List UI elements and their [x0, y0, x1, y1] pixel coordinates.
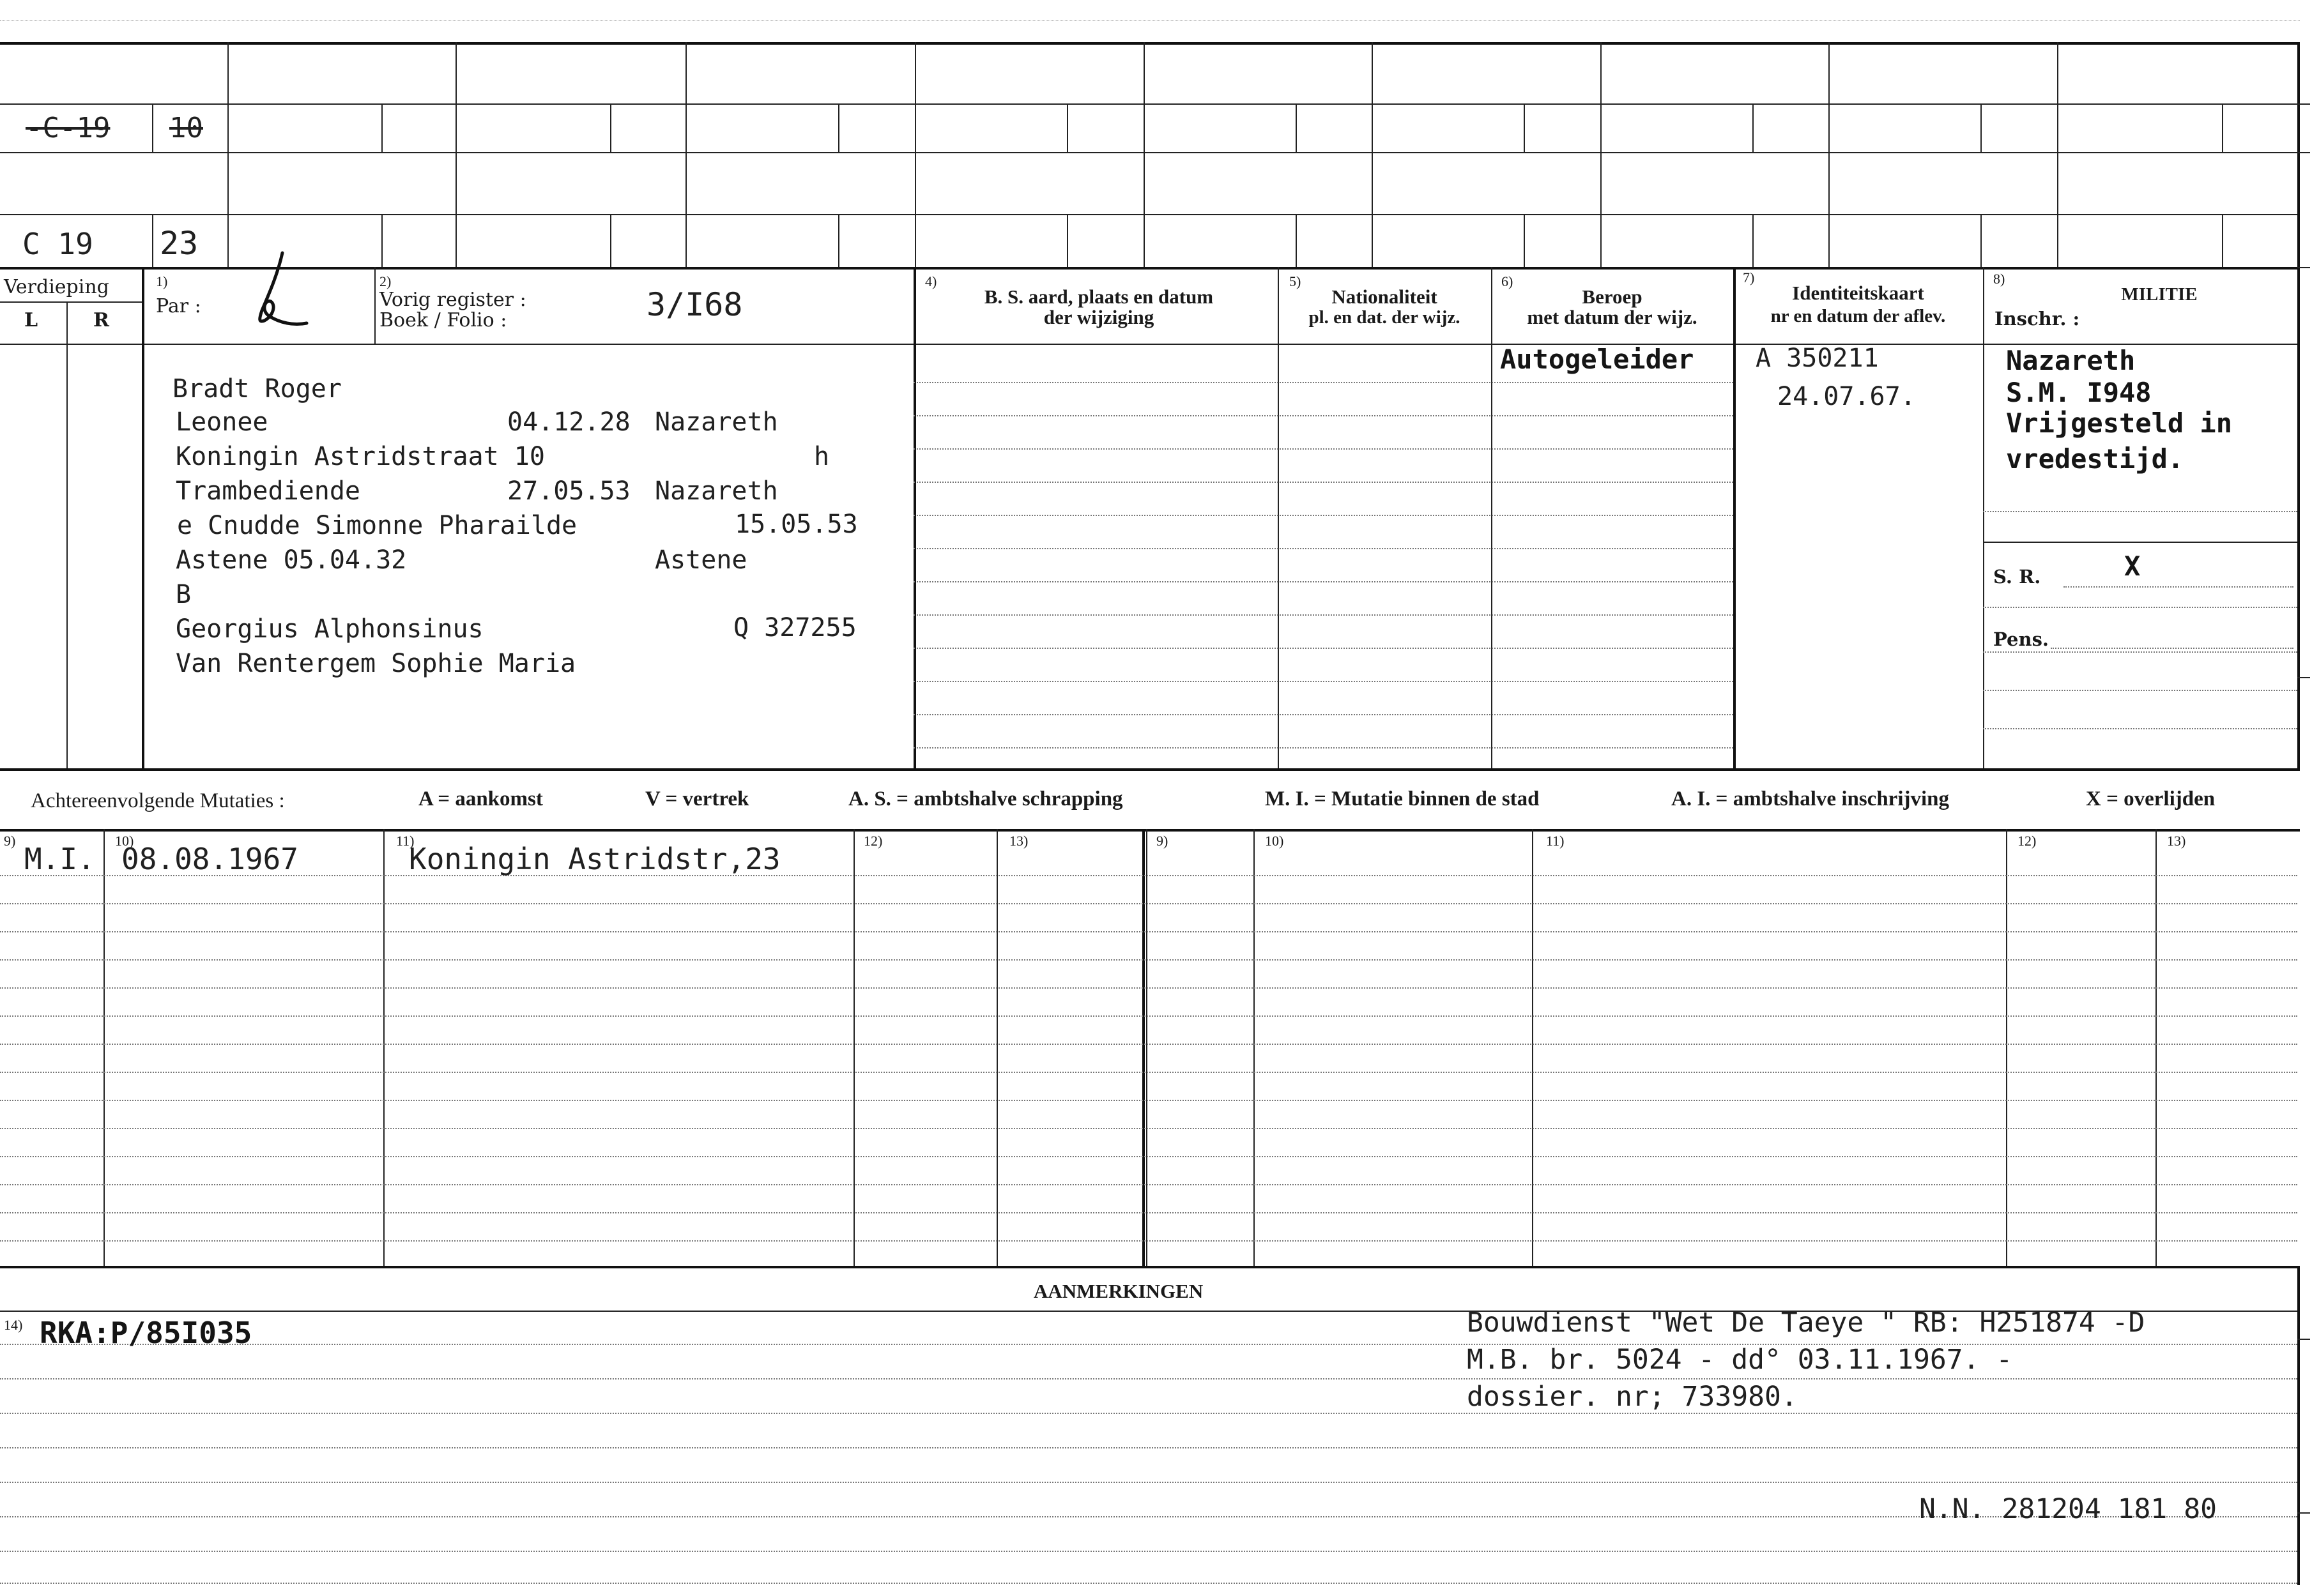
beroep-header-line1: Beroep	[1582, 285, 1642, 308]
mut-col-11: 11)	[396, 833, 415, 849]
person-father: Georgius Alphonsinus	[176, 614, 484, 644]
par-label: Par :	[156, 295, 201, 317]
militie-sm: S.M. I948	[2006, 377, 2152, 408]
spouse-birth: Astene 05.04.32	[176, 545, 407, 575]
person-name: Bradt Roger	[172, 374, 342, 404]
col8-number: 8)	[1993, 271, 2005, 287]
mut-col-12b: 12)	[2017, 833, 2037, 849]
person-occupation: Trambediende	[176, 476, 360, 506]
nat-header-line1: Nationaliteit	[1331, 285, 1437, 308]
militie-header: MILITIE	[2121, 284, 2198, 305]
person-firstname: Leonee	[176, 407, 268, 437]
mut-col-13b: 13)	[2167, 833, 2186, 849]
col7-number: 7)	[1743, 270, 1755, 285]
col4-number: 4)	[925, 273, 937, 289]
floor-l-label: L	[24, 309, 38, 331]
beroep-header-line2: met datum der wijz.	[1527, 306, 1697, 328]
mut-col-11b: 11)	[1546, 833, 1565, 849]
marriage-date: 27.05.53	[507, 476, 631, 506]
mut-col-10: 10)	[115, 833, 134, 849]
mut-col-12: 12)	[864, 833, 883, 849]
pens-label: Pens.	[1993, 628, 2049, 650]
mutation-type: M.I.	[24, 842, 95, 876]
vorig-register-value: 3/I68	[647, 286, 743, 323]
registry-number: 23	[160, 225, 199, 262]
person-address: Koningin Astridstraat 10	[176, 442, 545, 471]
legend-vertrek: V = vertrek	[645, 787, 749, 810]
verdieping-label: Verdieping	[4, 276, 109, 298]
remark-rka: RKA:P/85I035	[40, 1316, 252, 1350]
bs-header-line1: B. S. aard, plaats en datum	[984, 285, 1214, 308]
legend-inschrijving: A. I. = ambtshalve inschrijving	[1671, 787, 1950, 810]
mut-col-9b: 9)	[1156, 833, 1168, 849]
remarks-number: 14)	[4, 1317, 23, 1333]
inschr-label: Inschr. :	[1994, 308, 2080, 330]
col2-number: 2)	[379, 273, 392, 289]
id-number: A 350211	[1756, 344, 1879, 373]
sr-label: S. R.	[1993, 566, 2041, 588]
national-number: N.N. 281204 181 80	[1919, 1493, 2217, 1525]
militie-peace: vredestijd.	[2006, 443, 2184, 475]
legend-title: Achtereenvolgende Mutaties :	[31, 789, 285, 812]
militie-place: Nazareth	[2006, 345, 2136, 376]
spouse-date: 15.05.53	[735, 510, 858, 539]
person-spouse: e Cnudde Simonne Pharailde	[177, 511, 578, 540]
bs-header-line2: der wijziging	[1043, 306, 1154, 328]
par-signature	[243, 248, 319, 337]
nat-header-line2: pl. en dat. der wijz.	[1308, 307, 1460, 328]
boek-folio-label: Boek / Folio :	[379, 309, 507, 331]
legend-mutatie: M. I. = Mutatie binnen de stad	[1265, 787, 1540, 810]
person-mother: Van Rentergem Sophie Maria	[176, 649, 576, 678]
remarks-title: AANMERKINGEN	[1034, 1280, 1204, 1302]
remark-bouwdienst: Bouwdienst "Wet De Taeye " RB: H251874 -D	[1467, 1307, 2145, 1339]
floor-r-label: R	[93, 309, 109, 331]
id-header-line1: Identiteitskaart	[1792, 282, 1924, 304]
col5-number: 5)	[1289, 273, 1301, 289]
sr-value: X	[2124, 551, 2141, 582]
beroep-value: Autogeleider	[1500, 344, 1694, 375]
vorig-register-label: Vorig register :	[379, 289, 526, 311]
id-header-line2: nr en datum der aflev.	[1770, 306, 1946, 326]
remark-dossier: dossier. nr; 733980.	[1467, 1381, 1798, 1413]
registry-number-old: 10	[169, 112, 203, 144]
person-nationality: B	[176, 580, 192, 609]
legend-aankomst: A = aankomst	[418, 787, 543, 810]
registry-code-old: -C-19	[26, 112, 111, 144]
legend-schrapping: A. S. = ambtshalve schrapping	[848, 787, 1123, 810]
marriage-place: Nazareth	[655, 476, 778, 506]
remark-mb: M.B. br. 5024 - dd° 03.11.1967. -	[1467, 1344, 2013, 1376]
legend-overlijden: X = overlijden	[2086, 787, 2216, 810]
mutation-date: 08.08.1967	[121, 842, 298, 876]
house-mark: h	[814, 442, 830, 471]
passport-number: Q 327255	[733, 613, 857, 642]
mut-col-10b: 10)	[1265, 833, 1284, 849]
id-date: 24.07.67.	[1777, 382, 1916, 411]
mutation-address: Koningin Astridstr,23	[409, 842, 781, 876]
registry-code: C 19	[22, 227, 93, 261]
mut-col-9: 9)	[4, 833, 16, 849]
birth-date: 04.12.28	[507, 407, 631, 437]
col6-number: 6)	[1501, 273, 1513, 289]
spouse-place: Astene	[655, 545, 747, 575]
militie-exempt: Vrijgesteld in	[2006, 407, 2233, 439]
birth-place: Nazareth	[655, 407, 778, 437]
col1-number: 1)	[156, 273, 168, 289]
mut-col-13: 13)	[1009, 833, 1029, 849]
